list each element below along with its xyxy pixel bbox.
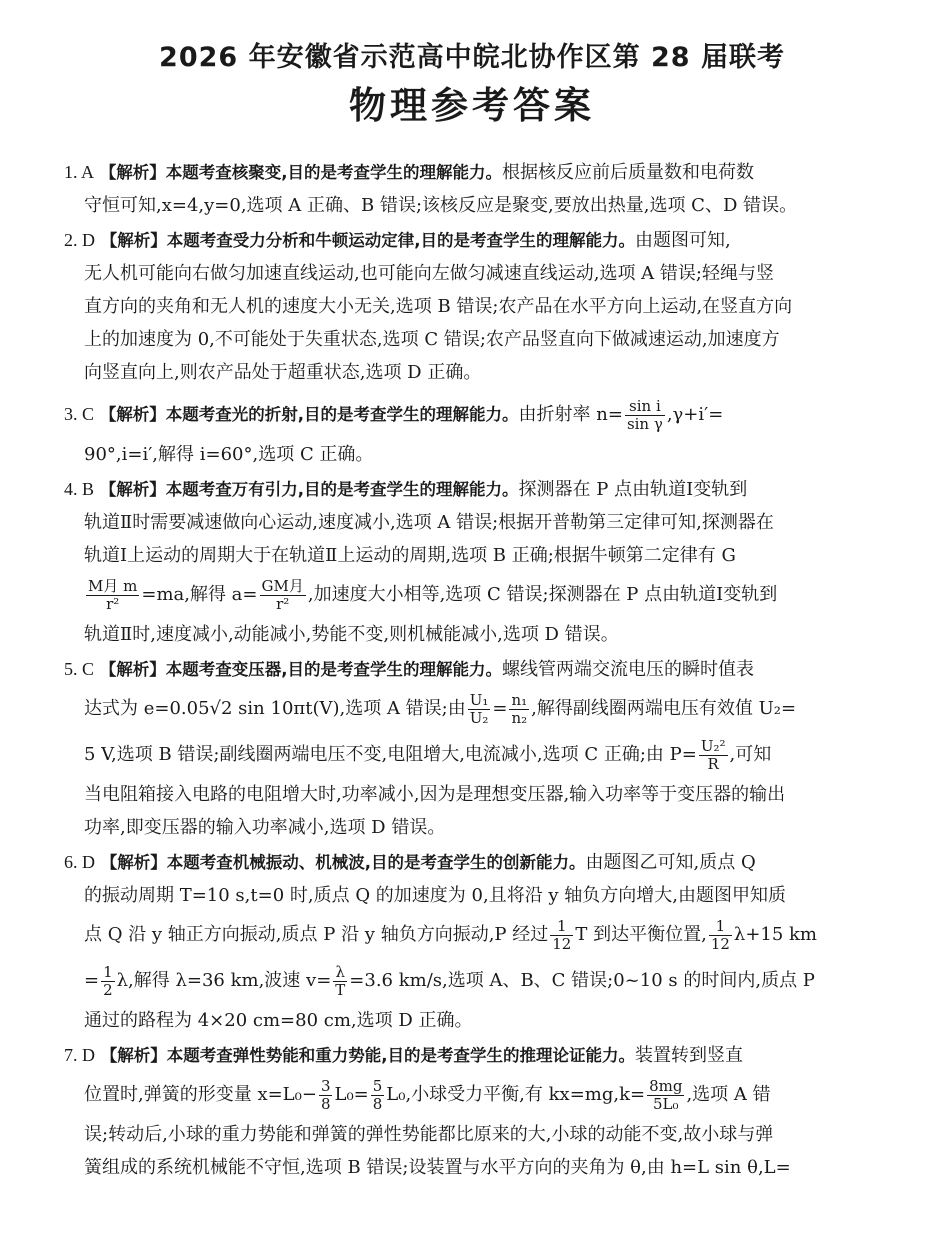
fraction-voltage: $\frac{\text{U₁}}{\text{U₂}}$ [469,690,489,727]
analysis-text: 探测器在 P 点由轨道Ⅰ变轨到 [518,479,748,500]
answer-item-2 [64,224,880,389]
analysis-text: 5 V,选项 B 错误;副线圈两端电压不变,电阻增大,电流减小,选项 C 正确;由 P= [84,744,697,765]
fraction-acceleration: $\frac{\text{GM月}}{\text{r²}}$ [261,576,304,613]
analysis-intro: 本题考查受力分析和牛顿运动定律,目的是考查学生的理解能力。 [166,231,636,250]
analysis-text: 向竖直向上,则农产品处于超重状态,选项 D 正确。 [84,362,482,383]
fraction-wavelength: $\frac{1}{12}$ [710,916,730,953]
analysis-text: 轨道Ⅱ时,速度减小,动能减小,势能不变,则机械能减小,选项 D 错误。 [84,624,619,645]
exam-title: 2026 年安徽省示范高中皖北协作区第 28 届联考 [159,42,785,73]
answer-item-6 [64,846,880,1037]
analysis-text: ,可知 [729,744,772,765]
analysis-tag: 【解析】 [99,405,166,424]
analysis-text: λ+15 km [733,924,817,945]
analysis-text: 通过的路程为 4×20 cm=80 cm,选项 D 正确。 [84,1010,473,1031]
analysis-text: 达式为 e=0.05√2 sin 10πt(V),选项 A 错误;由 [84,698,466,719]
answer-number: 3. C [64,404,95,424]
analysis-intro: 本题考查弹性势能和重力势能,目的是考查学生的推理论证能力。 [166,1046,636,1065]
analysis-text: 守恒可知,x=4,y=0,选项 A 正确、B 错误;该核反应是聚变,要放出热量,选项 C、D 错误。 [84,195,798,216]
analysis-text: 90°,i=i′,解得 i=60°,选项 C 正确。 [84,444,374,465]
analysis-text: 的振动周期 T=10 s,t=0 时,质点 Q 的加速度为 0,且将沿 y 轴负方向增大,由题图甲知质 [84,885,787,906]
analysis-text: 根据核反应前后质量数和电荷数 [502,162,755,183]
answer-number: 6. D [64,852,95,872]
fraction-half: $\frac{1}{2}$ [103,962,113,999]
analysis-text: 功率,即变压器的输入功率减小,选项 D 错误。 [84,817,446,838]
analysis-text: ,解得副线圈两端电压有效值 U₂= [531,698,797,719]
answer-number: 4. B [64,479,95,499]
analysis-intro: 本题考查变压器,目的是考查学生的理解能力。 [165,660,503,679]
analysis-text: λ,解得 λ=36 km,波速 v= [116,970,332,991]
analysis-intro: 本题考查机械振动、机械波,目的是考查学生的创新能力。 [166,853,586,872]
fraction-gravity: $\frac{\text{M月 m}}{\text{r²}}$ [88,576,138,613]
analysis-text: ,加速度大小相等,选项 C 错误;探测器在 P 点由轨道Ⅰ变轨到 [307,584,778,605]
answer-number: 2. D [64,230,95,250]
analysis-text: 误;转动后,小球的重力势能和弹簧的弹性势能都比原来的大,小球的动能不变,故小球与弹 [84,1124,774,1145]
answer-item-1 [64,156,880,222]
answer-item-5 [64,653,880,844]
answer-item-4 [64,473,880,651]
fraction-period: $\frac{1}{12}$ [552,916,572,953]
answer-number: 1. A [64,162,95,182]
analysis-intro: 本题考查万有引力,目的是考查学生的理解能力。 [165,480,519,499]
fraction-power: $\frac{\text{U₂²}}{R}$ [700,736,726,773]
page-title: 物理参考答案 [349,84,595,127]
analysis-text: L₀= [334,1084,369,1105]
analysis-text: 由折射率 n= [518,404,623,425]
analysis-text: ,选项 A 错 [686,1084,771,1105]
header [64,38,880,130]
analysis-tag: 【解析】 [100,853,167,872]
analysis-text: 上的加速度为 0,不可能处于失重状态,选项 C 错误;农产品竖直向下做减速运动,加速度方 [84,329,780,350]
analysis-text: 簧组成的系统机械能不守恒,选项 B 错误;设装置与水平方向的夹角为 θ,由 h=L sin θ,L= [84,1157,791,1178]
fraction-sin: $\frac{\text{sin i}}{\text{sin γ}}$ [626,396,663,433]
analysis-text: 装置转到竖直 [635,1045,744,1066]
analysis-text: L₀,小球受力平衡,有 kx=mg,k= [386,1084,646,1105]
fraction-three-eighths: $\frac{3}{8}$ [320,1076,331,1113]
answer-item-7 [64,1039,880,1184]
analysis-text: 点 Q 沿 y 轴正方向振动,质点 P 沿 y 轴负方向振动,P 经过 [84,924,549,945]
analysis-tag: 【解析】 [99,163,166,182]
analysis-text: 直方向的夹角和无人机的速度大小无关,选项 B 错误;农产品在水平方向上运动,在竖直方向 [84,296,793,317]
analysis-text: T 到达平衡位置, [575,924,707,945]
analysis-intro: 本题考查光的折射,目的是考查学生的理解能力。 [165,405,519,424]
analysis-text: =3.6 km/s,选项 A、B、C 错误;0~10 s 的时间内,质点 P [349,970,815,991]
fraction-turns: $\frac{\text{n₁}}{\text{n₂}}$ [511,690,528,727]
analysis-text: 螺线管两端交流电压的瞬时值表 [502,659,755,680]
fraction-spring-constant: $\frac{8mg}{\text{5L₀}}$ [649,1076,683,1113]
analysis-text: =ma,解得 a= [141,584,258,605]
analysis-tag: 【解析】 [99,660,166,679]
analysis-text: 当电阻箱接入电路的电阻增大时,功率减小,因为是理想变压器,输入功率等于变压器的输出 [84,784,786,805]
analysis-intro: 本题考查核聚变,目的是考查学生的理解能力。 [165,163,503,182]
analysis-tag: 【解析】 [100,231,167,250]
analysis-text: 轨道Ⅰ上运动的周期大于在轨道Ⅱ上运动的周期,选项 B 正确;根据牛顿第二定律有 G [84,545,736,566]
analysis-text: = [84,970,100,991]
fraction-wave-speed: $\frac{\lambda}{T}$ [335,962,346,999]
analysis-text: 由题图可知, [635,230,731,251]
answer-item-3 [64,391,880,471]
answer-number: 7. D [64,1045,95,1065]
analysis-text: 由题图乙可知,质点 Q [585,852,756,873]
analysis-text: 轨道Ⅱ时需要减速做向心运动,速度减小,选项 A 错误;根据开普勒第三定律可知,探测器在 [84,512,774,533]
analysis-tag: 【解析】 [100,1046,167,1065]
analysis-tag: 【解析】 [99,480,166,499]
analysis-text: = [492,698,508,719]
fraction-five-eighths: $\frac{5}{8}$ [372,1076,383,1113]
analysis-text: ,γ+i′= [666,404,724,425]
analysis-text: 无人机可能向右做匀加速直线运动,也可能向左做匀减速直线运动,选项 A 错误;轻绳与竖 [84,263,774,284]
analysis-text: 位置时,弹簧的形变量 x=L₀− [84,1084,317,1105]
answer-number: 5. C [64,659,95,679]
answer-list [64,156,880,1184]
